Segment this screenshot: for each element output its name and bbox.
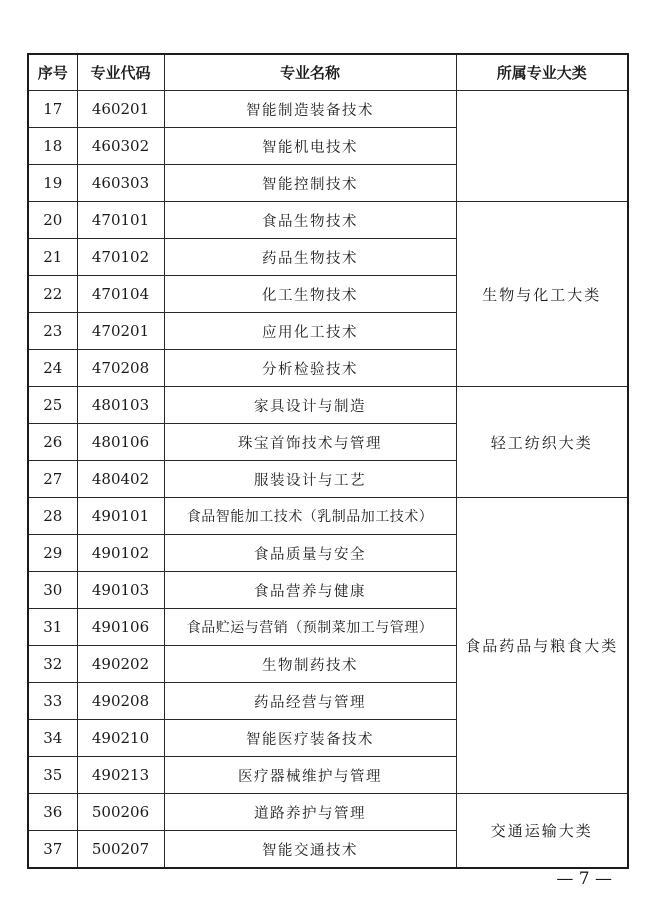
header-code: 专业代码 xyxy=(77,54,164,91)
category-cell: 生物与化工大类 xyxy=(456,202,628,387)
major-name-cell: 应用化工技术 xyxy=(164,313,456,350)
table-row xyxy=(28,387,628,424)
major-name-cell: 药品经营与管理 xyxy=(164,683,456,720)
table-row xyxy=(28,202,628,239)
major-name-cell: 医疗器械维护与管理 xyxy=(164,757,456,794)
seq-cell: 37 xyxy=(28,831,77,869)
code-cell: 490210 xyxy=(77,720,164,757)
major-name-cell: 智能制造装备技术 xyxy=(164,91,456,128)
code-cell: 470104 xyxy=(77,276,164,313)
table-row xyxy=(28,91,628,128)
code-cell: 490213 xyxy=(77,757,164,794)
seq-cell: 29 xyxy=(28,535,77,572)
code-cell: 460201 xyxy=(77,91,164,128)
code-cell: 500207 xyxy=(77,831,164,869)
seq-cell: 33 xyxy=(28,683,77,720)
header-name: 专业名称 xyxy=(164,54,456,91)
major-name-cell: 生物制药技术 xyxy=(164,646,456,683)
major-name-cell: 分析检验技术 xyxy=(164,350,456,387)
code-cell: 480106 xyxy=(77,424,164,461)
header-row xyxy=(28,54,628,91)
code-cell: 480402 xyxy=(77,461,164,498)
seq-cell: 18 xyxy=(28,128,77,165)
code-cell: 490208 xyxy=(77,683,164,720)
seq-cell: 20 xyxy=(28,202,77,239)
seq-cell: 35 xyxy=(28,757,77,794)
table-body xyxy=(28,91,628,869)
seq-cell: 21 xyxy=(28,239,77,276)
major-name-cell: 食品营养与健康 xyxy=(164,572,456,609)
code-cell: 470101 xyxy=(77,202,164,239)
code-cell: 490102 xyxy=(77,535,164,572)
category-cell xyxy=(456,91,628,202)
major-name-cell: 道路养护与管理 xyxy=(164,794,456,831)
major-name-cell: 服装设计与工艺 xyxy=(164,461,456,498)
seq-cell: 34 xyxy=(28,720,77,757)
seq-cell: 19 xyxy=(28,165,77,202)
seq-cell: 22 xyxy=(28,276,77,313)
code-cell: 490106 xyxy=(77,609,164,646)
code-cell: 480103 xyxy=(77,387,164,424)
major-name-cell: 智能控制技术 xyxy=(164,165,456,202)
major-name-cell: 药品生物技术 xyxy=(164,239,456,276)
major-name-cell: 智能医疗装备技术 xyxy=(164,720,456,757)
table-row xyxy=(28,498,628,535)
major-name-cell: 食品质量与安全 xyxy=(164,535,456,572)
page-number: — 7 — xyxy=(556,869,612,889)
major-name-cell: 食品生物技术 xyxy=(164,202,456,239)
major-name-cell: 食品智能加工技术（乳制品加工技术） xyxy=(164,498,456,535)
seq-cell: 17 xyxy=(28,91,77,128)
category-cell: 食品药品与粮食大类 xyxy=(456,498,628,794)
code-cell: 470208 xyxy=(77,350,164,387)
majors-table xyxy=(27,53,629,869)
major-name-cell: 智能交通技术 xyxy=(164,831,456,869)
seq-cell: 36 xyxy=(28,794,77,831)
code-cell: 460302 xyxy=(77,128,164,165)
seq-cell: 27 xyxy=(28,461,77,498)
code-cell: 490101 xyxy=(77,498,164,535)
major-name-cell: 化工生物技术 xyxy=(164,276,456,313)
seq-cell: 24 xyxy=(28,350,77,387)
seq-cell: 31 xyxy=(28,609,77,646)
category-cell: 交通运输大类 xyxy=(456,794,628,869)
code-cell: 470201 xyxy=(77,313,164,350)
seq-cell: 26 xyxy=(28,424,77,461)
seq-cell: 32 xyxy=(28,646,77,683)
seq-cell: 30 xyxy=(28,572,77,609)
seq-cell: 28 xyxy=(28,498,77,535)
category-cell: 轻工纺织大类 xyxy=(456,387,628,498)
code-cell: 490103 xyxy=(77,572,164,609)
header-category: 所属专业大类 xyxy=(456,54,628,91)
major-name-cell: 智能机电技术 xyxy=(164,128,456,165)
header-seq: 序号 xyxy=(28,54,77,91)
code-cell: 500206 xyxy=(77,794,164,831)
code-cell: 460303 xyxy=(77,165,164,202)
code-cell: 490202 xyxy=(77,646,164,683)
table-row xyxy=(28,794,628,831)
major-name-cell: 珠宝首饰技术与管理 xyxy=(164,424,456,461)
code-cell: 470102 xyxy=(77,239,164,276)
seq-cell: 23 xyxy=(28,313,77,350)
major-name-cell: 食品贮运与营销（预制菜加工与管理） xyxy=(164,609,456,646)
major-name-cell: 家具设计与制造 xyxy=(164,387,456,424)
seq-cell: 25 xyxy=(28,387,77,424)
